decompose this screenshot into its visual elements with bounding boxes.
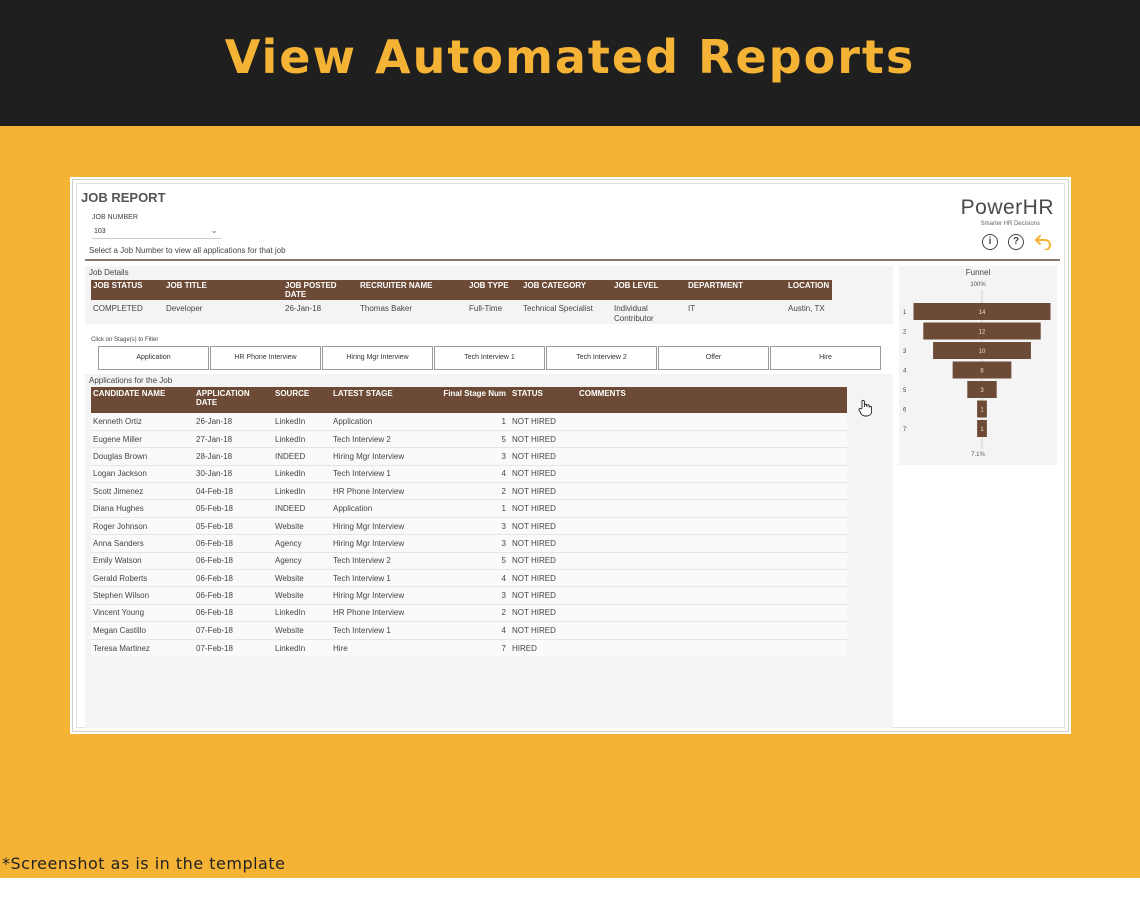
funnel-stage-label: 7	[903, 427, 907, 433]
table-cell: Tech Interview 2	[331, 552, 440, 569]
column-header[interactable]: COMMENTS	[577, 387, 847, 413]
header-icons	[982, 234, 1052, 250]
job-number-value: 103	[94, 228, 106, 235]
job-details-label: Job Details	[89, 268, 129, 277]
table-cell: INDEED	[273, 500, 331, 517]
table-row[interactable]	[91, 639, 847, 656]
table-cell	[577, 517, 847, 534]
table-cell: 06-Feb-18	[194, 535, 273, 552]
table-cell	[577, 535, 847, 552]
table-cell: 06-Feb-18	[194, 570, 273, 587]
table-cell: 04-Feb-18	[194, 483, 273, 500]
table-row[interactable]	[91, 483, 847, 500]
column-header[interactable]: JOB CATEGORY	[521, 280, 612, 300]
job-number-label: JOB NUMBER	[92, 214, 138, 221]
table-cell: LinkedIn	[273, 604, 331, 621]
table-cell: Gerald Roberts	[91, 570, 194, 587]
table-row[interactable]	[91, 604, 847, 621]
table-row[interactable]	[91, 535, 847, 552]
table-cell: Anna Sanders	[91, 535, 194, 552]
table-cell: Website	[273, 622, 331, 639]
funnel-stage-label: 4	[903, 368, 907, 375]
table-cell	[577, 570, 847, 587]
table-cell: 1	[440, 500, 510, 517]
table-cell: 2	[440, 483, 510, 500]
funnel-stage-label: 2	[903, 329, 907, 336]
table-cell	[577, 448, 847, 465]
table-cell: Stephen Wilson	[91, 587, 194, 604]
table-cell	[577, 639, 847, 656]
table-cell: LinkedIn	[273, 430, 331, 447]
column-header[interactable]: Final Stage Num	[440, 387, 510, 413]
table-cell: Austin, TX	[788, 304, 825, 313]
table-cell: Tech Interview 1	[331, 570, 440, 587]
table-cell: Hiring Mgr Interview	[331, 587, 440, 604]
column-header[interactable]: APPLICATION DATE	[194, 387, 273, 413]
table-cell: HR Phone Interview	[331, 604, 440, 621]
funnel-value-label: 12	[978, 329, 986, 336]
table-cell: Megan Castillo	[91, 622, 194, 639]
table-cell: NOT HIRED	[510, 500, 577, 517]
table-row[interactable]	[91, 500, 847, 517]
column-header[interactable]: JOB POSTED DATE	[283, 280, 358, 300]
table-cell	[577, 465, 847, 482]
info-icon[interactable]: i	[982, 234, 998, 250]
table-cell: NOT HIRED	[510, 604, 577, 621]
table-cell: 3	[440, 517, 510, 534]
table-row[interactable]	[91, 430, 847, 447]
table-cell: Website	[273, 570, 331, 587]
table-cell: 3	[440, 535, 510, 552]
table-cell: NOT HIRED	[510, 448, 577, 465]
brand-tagline: Smarter HR Decisions	[980, 221, 1040, 227]
column-header[interactable]: JOB LEVEL	[612, 280, 686, 300]
funnel-value-label: 1	[980, 407, 984, 414]
table-cell: Logan Jackson	[91, 465, 194, 482]
table-row[interactable]	[91, 552, 847, 569]
table-cell: LinkedIn	[273, 465, 331, 482]
job-number-dropdown[interactable]	[92, 224, 222, 239]
table-cell: NOT HIRED	[510, 413, 577, 430]
table-cell: 26-Jan-18	[194, 413, 273, 430]
table-cell: NOT HIRED	[510, 483, 577, 500]
table-cell: HR Phone Interview	[331, 483, 440, 500]
funnel-value-label: 10	[978, 349, 986, 355]
table-cell: Diana Hughes	[91, 500, 194, 517]
table-cell	[577, 604, 847, 621]
table-cell: NOT HIRED	[510, 570, 577, 587]
applications-body	[91, 413, 847, 656]
applications-table	[91, 387, 847, 656]
table-cell: LinkedIn	[273, 483, 331, 500]
table-cell: 06-Feb-18	[194, 552, 273, 569]
table-cell: COMPLETED	[93, 304, 143, 313]
banner	[0, 0, 1140, 126]
funnel-value-label: 3	[980, 388, 984, 394]
funnel-stage-label: 1	[903, 310, 907, 316]
funnel-plot	[899, 266, 1057, 465]
applications-label: Applications for the Job	[89, 376, 173, 385]
table-cell	[577, 622, 847, 639]
table-cell: INDEED	[273, 448, 331, 465]
back-arrow-icon[interactable]	[1034, 234, 1052, 250]
column-header[interactable]: RECRUITER NAME	[358, 280, 467, 300]
column-header[interactable]: DEPARTMENT	[686, 280, 786, 300]
table-cell: Individual Contributor	[614, 304, 654, 323]
stage-filter-bar	[98, 346, 881, 370]
table-cell: 26-Jan-18	[285, 304, 322, 313]
column-header[interactable]: JOB STATUS	[91, 280, 164, 300]
table-cell	[577, 500, 847, 517]
applications-header	[91, 387, 847, 413]
table-cell: 05-Feb-18	[194, 517, 273, 534]
stage-filter-button[interactable]: Hire	[770, 346, 881, 370]
column-header[interactable]: JOB TYPE	[467, 280, 521, 300]
table-cell: NOT HIRED	[510, 535, 577, 552]
job-number-hint: Select a Job Number to view all applications for that job	[89, 246, 286, 255]
table-cell: Emily Watson	[91, 552, 194, 569]
table-cell: HIRED	[510, 639, 577, 656]
funnel-stage-label: 3	[903, 349, 907, 355]
table-cell: Tech Interview 1	[331, 465, 440, 482]
chevron-down-icon: ⌄	[210, 225, 218, 235]
table-cell	[577, 413, 847, 430]
table-cell: 06-Feb-18	[194, 604, 273, 621]
column-header[interactable]: LATEST STAGE	[331, 387, 440, 413]
funnel-value-label: 6	[980, 368, 984, 375]
stage-filter-button[interactable]: Hiring Mgr Interview	[322, 346, 433, 370]
table-cell: LinkedIn	[273, 639, 331, 656]
footnote: *Screenshot as is in the template	[2, 854, 286, 873]
table-row[interactable]	[91, 465, 847, 482]
job-details-header	[91, 280, 832, 300]
hand-cursor-icon	[858, 399, 872, 417]
chart-title: Funnel	[965, 268, 991, 277]
table-cell: 3	[440, 587, 510, 604]
column-header[interactable]: SOURCE	[273, 387, 331, 413]
table-cell: Developer	[166, 304, 203, 313]
table-cell: 07-Feb-18	[194, 622, 273, 639]
report-screenshot	[72, 179, 1069, 732]
table-cell: Scott Jimenez	[91, 483, 194, 500]
column-header[interactable]: LOCATION	[786, 280, 832, 300]
table-cell: Website	[273, 587, 331, 604]
stage-filter-button[interactable]: Offer	[658, 346, 769, 370]
table-cell: 30-Jan-18	[194, 465, 273, 482]
funnel-stage-label: 5	[903, 388, 907, 394]
column-header[interactable]: JOB TITLE	[164, 280, 283, 300]
table-cell: Tech Interview 1	[331, 622, 440, 639]
table-row[interactable]	[91, 413, 847, 430]
table-cell: Agency	[273, 535, 331, 552]
column-header[interactable]: STATUS	[510, 387, 577, 413]
table-cell: NOT HIRED	[510, 622, 577, 639]
banner-title: View Automated Reports	[224, 30, 916, 84]
funnel-stage-label: 6	[903, 407, 907, 414]
table-cell: Website	[273, 517, 331, 534]
table-cell: LinkedIn	[273, 413, 331, 430]
table-cell: 07-Feb-18	[194, 639, 273, 656]
funnel-value-label: 14	[978, 310, 986, 316]
table-cell: 28-Jan-18	[194, 448, 273, 465]
table-cell: 7	[440, 639, 510, 656]
table-cell: Full-Time	[469, 304, 503, 313]
column-header[interactable]: CANDIDATE NAME	[91, 387, 194, 413]
report-canvas	[76, 183, 1065, 728]
table-cell: Agency	[273, 552, 331, 569]
table-cell: Thomas Baker	[360, 304, 413, 313]
table-row	[91, 300, 832, 326]
stage-filter-button[interactable]: Tech Interview 2	[546, 346, 657, 370]
table-cell: Teresa Martinez	[91, 639, 194, 656]
table-cell: 27-Jan-18	[194, 430, 273, 447]
table-cell: 1	[440, 413, 510, 430]
table-cell: IT	[688, 304, 696, 313]
table-cell: Hire	[331, 639, 440, 656]
table-row[interactable]	[91, 570, 847, 587]
table-cell: 4	[440, 570, 510, 587]
header-divider	[85, 259, 1060, 261]
table-cell	[577, 552, 847, 569]
table-cell: Tech Interview 2	[331, 430, 440, 447]
stage-filter-hint: Click on Stage(s) to Filter	[91, 337, 159, 343]
table-row[interactable]	[91, 517, 847, 534]
page-title: JOB REPORT	[81, 190, 166, 205]
table-cell: NOT HIRED	[510, 587, 577, 604]
brand-logo	[961, 196, 1054, 227]
table-row[interactable]	[91, 448, 847, 465]
table-cell: 4	[440, 465, 510, 482]
table-cell	[577, 430, 847, 447]
table-cell: 05-Feb-18	[194, 500, 273, 517]
table-cell: Hiring Mgr Interview	[331, 517, 440, 534]
applications-panel	[85, 374, 893, 728]
table-cell: Vincent Young	[91, 604, 194, 621]
table-cell: 5	[440, 430, 510, 447]
funnel-value-label: 1	[980, 427, 984, 433]
stage-filter-button[interactable]: Tech Interview 1	[434, 346, 545, 370]
funnel-bottom-label: 7.1%	[971, 452, 985, 458]
table-cell: Roger Johnson	[91, 517, 194, 534]
table-row[interactable]	[91, 622, 847, 639]
job-details-panel	[85, 266, 893, 324]
funnel-top-label: 100%	[970, 282, 986, 288]
table-cell: 06-Feb-18	[194, 587, 273, 604]
table-cell: 3	[440, 448, 510, 465]
table-cell	[577, 587, 847, 604]
table-cell: Kenneth Ortiz	[91, 413, 194, 430]
table-cell: Application	[331, 500, 440, 517]
table-cell: NOT HIRED	[510, 465, 577, 482]
table-cell: Hiring Mgr Interview	[331, 448, 440, 465]
table-cell: NOT HIRED	[510, 430, 577, 447]
stage-filter-button[interactable]: Application	[98, 346, 209, 370]
table-cell: 4	[440, 622, 510, 639]
job-details-table	[91, 280, 832, 326]
table-cell: 2	[440, 604, 510, 621]
help-icon[interactable]: ?	[1008, 234, 1024, 250]
table-cell: Hiring Mgr Interview	[331, 535, 440, 552]
table-cell: Douglas Brown	[91, 448, 194, 465]
funnel-chart	[899, 266, 1057, 465]
table-cell: Technical Specialist	[523, 304, 593, 313]
brand-name: PowerHR	[960, 196, 1054, 219]
table-cell: NOT HIRED	[510, 517, 577, 534]
table-cell: NOT HIRED	[510, 552, 577, 569]
table-row[interactable]	[91, 587, 847, 604]
table-cell	[577, 483, 847, 500]
table-cell: Application	[331, 413, 440, 430]
table-cell: 5	[440, 552, 510, 569]
stage-filter-button[interactable]: HR Phone Interview	[210, 346, 321, 370]
table-cell: Eugene Miller	[91, 430, 194, 447]
